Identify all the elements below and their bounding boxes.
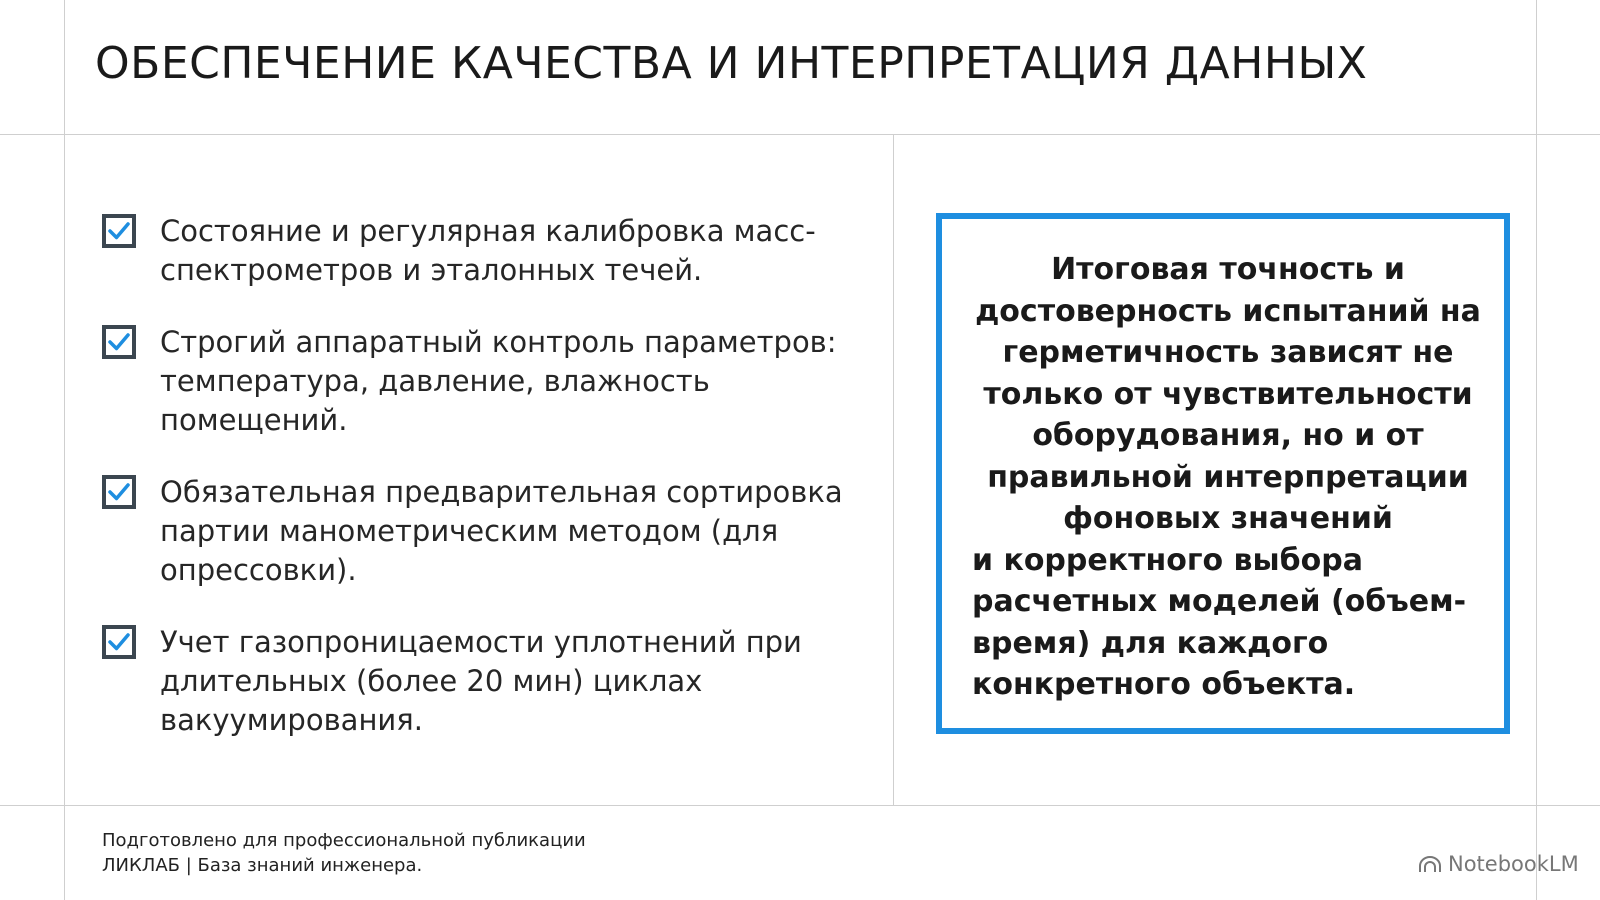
notebooklm-brand <box>1418 852 1579 876</box>
checklist-item-text: Строгий аппаратный контроль параметров: температура, давление, влажность помещений. <box>160 325 837 437</box>
grid-line-top <box>0 134 1600 135</box>
summary-line: фоновых значений <box>1063 501 1393 536</box>
summary-line: достоверность испытаний на <box>975 293 1481 329</box>
checklist-item-text: Учет газопроницаемости уплотнений при длительных (более 20 мин) циклах вакуумирования. <box>160 625 802 737</box>
checklist-item <box>102 473 862 590</box>
notebooklm-logo-icon <box>1418 855 1442 873</box>
summary-line: и корректного выбора <box>972 542 1363 578</box>
checklist <box>102 212 862 740</box>
checklist-item <box>102 623 862 740</box>
grid-line-left <box>64 0 65 900</box>
summary-line: правильной интерпретации <box>987 459 1469 495</box>
summary-line: герметичность зависят не <box>1002 335 1454 370</box>
footer-line: Подготовлено для профессиональной публикации <box>102 830 586 851</box>
brand-name: NotebookLM <box>1448 852 1579 876</box>
summary-line: время) для каждого <box>972 625 1329 661</box>
footer-credits <box>102 828 586 878</box>
summary-line: оборудования, но и от <box>1032 418 1424 453</box>
summary-text <box>972 249 1484 706</box>
footer-line: ЛИКЛАБ | База знаний инженера. <box>102 855 423 876</box>
summary-line: расчетных моделей (объем- <box>972 584 1467 619</box>
summary-box <box>936 213 1510 734</box>
checklist-item <box>102 212 862 290</box>
grid-line-middle <box>893 135 894 805</box>
checklist-item <box>102 323 862 440</box>
checkbox-checked-icon <box>102 625 136 659</box>
checklist-item-text: Обязательная предварительная сортировка партии манометрическим методом (для опрессовки). <box>160 475 843 587</box>
summary-line: Итоговая точность и <box>1051 252 1405 287</box>
summary-line: только от чувствительности <box>983 376 1473 412</box>
grid-line-right <box>1536 0 1537 900</box>
slide-title: ОБЕСПЕЧЕНИЕ КАЧЕСТВА И ИНТЕРПРЕТАЦИЯ ДАННЫХ <box>95 38 1368 89</box>
checkbox-checked-icon <box>102 475 136 509</box>
grid-line-bottom <box>0 805 1600 806</box>
summary-line: конкретного объекта. <box>972 667 1356 702</box>
checkbox-checked-icon <box>102 214 136 248</box>
checklist-item-text: Состояние и регулярная калибровка масс-спектрометров и эталонных течей. <box>160 214 816 287</box>
checkbox-checked-icon <box>102 325 136 359</box>
